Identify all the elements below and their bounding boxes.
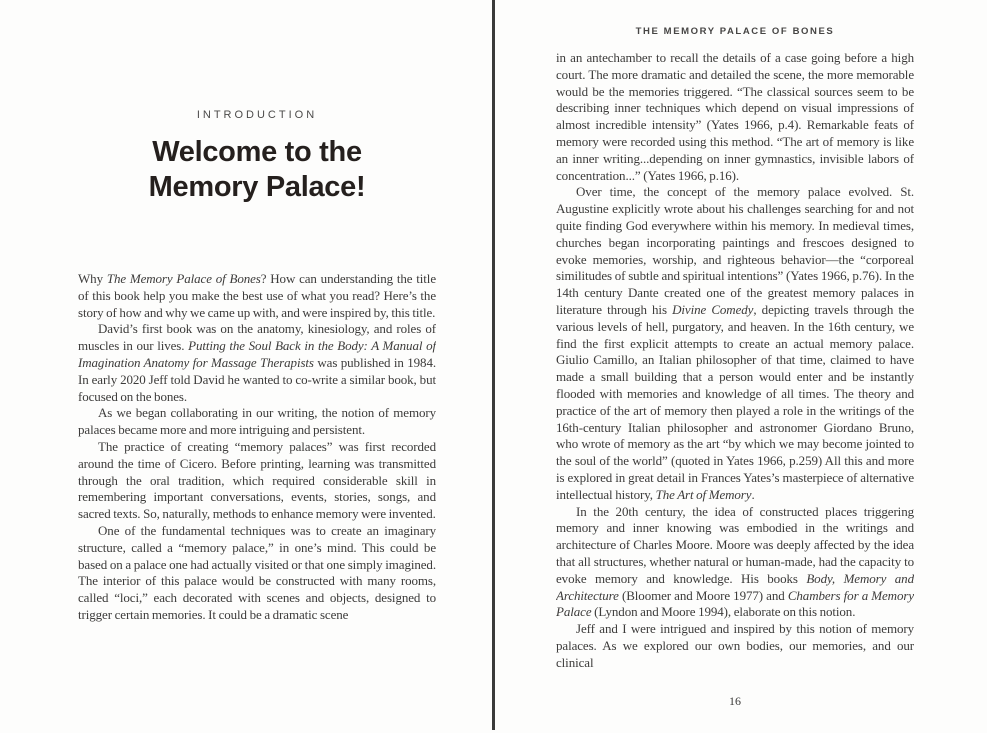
italic-book-title: Putting the Soul Back in the Body: A Manual of Imagination Anatomy for Massage Therapists [78, 338, 436, 370]
text-run: One of the fundamental techniques was to create an imaginary structure, called a “memory palace,” in one’s mind. This could be based on a palace one had actually visited or that one simply imagined. The interior of this palace would be constructed with many rooms, called “loci,” each decorated with scenes and objects, designed to trigger certain memories. It could be a dramatic scene [78, 522, 436, 622]
running-header: THE MEMORY PALACE OF BONES [635, 26, 835, 37]
right-page-body [556, 50, 914, 690]
paragraph [78, 439, 436, 523]
chapter-kicker: INTRODUCTION [196, 109, 318, 121]
chapter-title [78, 135, 436, 205]
chapter-title-line: Memory Palace! [148, 171, 366, 203]
italic-book-title: Divine Comedy [672, 301, 754, 317]
paragraph [556, 184, 914, 503]
text-run: was published in 1984. In early 2020 Jeff told David he wanted to co-write a similar book, but focused on the bones. [78, 354, 436, 404]
text-run: In the 20th century, the idea of constructed places triggering memory and inner knowing was embodied in the writings and architecture of Charles Moore. Moore was deeply affected by the idea that all structures, whether natural or human-made, had the capacity to evoke memory and knowledge. His books [556, 503, 914, 586]
text-run: David’s first book was on the anatomy, kinesiology, and roles of muscles in our lives. [78, 321, 436, 354]
text-run: Over time, the concept of the memory palace evolved. St. Augustine explicitly wrote about his challenges searching for and not quite finding God everywhere within his memory. In medieval times, churches began incorporating paintings and frescoes designed to evoke memories, worship, and righteous behavior—the “corporeal similitudes of subtle and spiritual intentions” (Yates 1966, p.76). In the 14th century Dante created one of the greatest memory palaces in literature through his [556, 184, 914, 317]
text-run: Jeff and I were intrigued and inspired by this notion of memory palaces. As we explored our own bodies, our memories, and our clinical [556, 621, 914, 670]
text-run: . [751, 486, 755, 502]
italic-book-title: Chambers for a Memory Palace [556, 587, 914, 620]
paragraph [556, 621, 914, 671]
paragraph [78, 405, 436, 439]
text-run: The practice of creating “memory palaces” was first recorded around the time of Cicero. Before printing, learning was transmitted through the oral tradition, which required considerable skill in remembering important conversations, events, stories, songs, and sacred texts. So, naturally, methods to enhance memory were invented. [78, 438, 436, 522]
paragraph [556, 50, 914, 184]
paragraph [556, 504, 914, 622]
text-run: (Lyndon and Moore 1994), elaborate on this notion. [591, 604, 856, 620]
text-run: Why [78, 271, 107, 286]
text-run: , depicting travels through the various levels of hell, purgatory, and heaven. In the 16th century, we find the first explicit attempts to create an actual memory palace. Giulio Camillo, an Italian philosopher of that time, claimed to have made a small building that a person would enter and be instantly flooded with memories and knowledge of all times. The theory and practice of the art of memory then played a role in the writings of the 16th-century Italian philosopher and astronomer Giordano Bruno, who wrote of memory as the art “by which we may become jointed to the soul of the world” (quoted in Yates 1966, p.259) All this and more is explored in great detail in Frances Yates’s masterpiece of alternative intellectual history, [556, 301, 914, 502]
text-run: in an antechamber to recall the details of a case going before a high court. The more dramatic and detailed the scene, the more memorable would be the memories triggered. “The classical sources seem to be describing inner techniques which depend on visual impressions of almost incredible intensity” (Yates 1966, p.4). Remarkable feats of memory were recorded using this method. “The art of memory is like an inner writing...depending on inner gymnastics, invisible labors of concentration...” (Yates 1966, p.16). [556, 50, 914, 183]
text-run: ? How can understanding the title of this book help you make the best use of what you read? Here’s the story of how and why we came up with, and were inspired by, this title. [78, 271, 436, 320]
page-number: 16 [729, 694, 741, 708]
left-page [78, 0, 436, 733]
left-page-body [78, 271, 436, 683]
paragraph [78, 271, 436, 321]
chapter-title-line: Welcome to the [152, 136, 362, 168]
paragraph [78, 523, 436, 624]
italic-book-title: Body, Memory and Architecture [556, 570, 914, 603]
paragraph [78, 321, 436, 405]
italic-book-title: The Memory Palace of Bones [106, 271, 261, 286]
text-run: As we began collaborating in our writing, the notion of memory palaces became more and more intriguing and persistent. [78, 405, 436, 438]
page-gutter-divider [492, 0, 495, 730]
right-page [556, 0, 914, 733]
italic-book-title: The Art of Memory [655, 486, 752, 502]
text-run: (Bloomer and Moore 1977) and [618, 587, 788, 603]
